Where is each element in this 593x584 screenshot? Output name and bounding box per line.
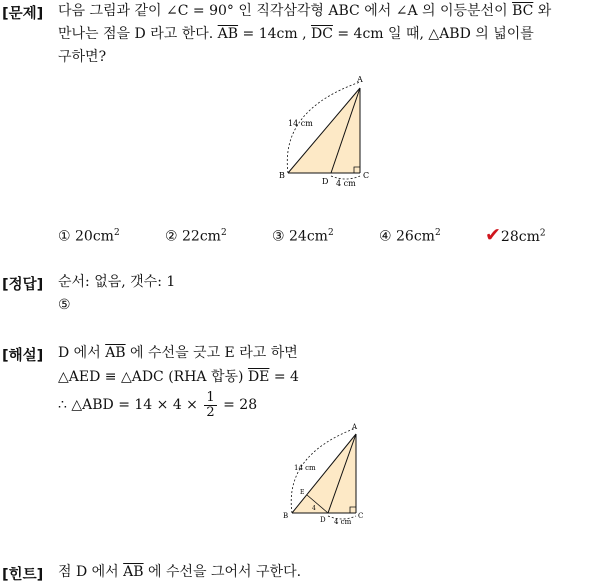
correct-check-icon: ✔ <box>485 224 501 246</box>
vertex-b: B <box>283 512 289 520</box>
hint-label: [힌트] <box>2 567 44 583</box>
problem-line-1: 다음 그림과 같이 ∠C = 90° 인 직각삼각형 ABC 에서 ∠A 의 이등분선이 $\overline{BC}$ 와 <box>58 3 552 19</box>
vertex-a: A <box>357 75 363 84</box>
solution-line-1: D 에서 $\overline{AB}$ 에 수선을 긋고 E 라고 하면 <box>58 345 298 361</box>
vertex-a: A <box>352 423 358 431</box>
solution-label: [해설] <box>2 348 44 364</box>
choice-1[interactable]: ① $20cm^2$ <box>58 228 120 245</box>
choice-3[interactable]: ③ $24cm^2$ <box>272 228 334 245</box>
choice-4[interactable]: ④ $26cm^2$ <box>379 228 441 245</box>
vertex-b: B <box>279 171 285 180</box>
answer-line-1: 순서: 없음, 갯수: 1 <box>58 274 176 290</box>
dc-length-label: 4 cm <box>336 179 356 188</box>
choice-5[interactable]: $✔28cm^2$ <box>485 224 546 246</box>
fraction-one-half: $\frac{1}{2}$ <box>206 389 215 420</box>
vertex-d: D <box>322 177 329 186</box>
ab-length-label: 14 cm <box>288 119 313 128</box>
solution-line-2: △AED ≡ △ADC (RHA 합동) $\overline{DE} = 4$ <box>58 369 299 385</box>
solution-line-3: ∴ △ABD = 14 × 4 × $\frac{1}{2}$ = 28 <box>58 389 258 420</box>
problem-line-2: 만나는 점을 D 라고 한다. $\overline{AB} = 14cm$ , $\overline{DC} = 4cm$ 일 때, △ABD 의 넓이를 <box>58 26 534 42</box>
de-length-label: 4 <box>312 505 316 512</box>
choice-2[interactable]: ② $22cm^2$ <box>165 228 227 245</box>
triangle-figure-1 <box>276 72 376 190</box>
vertex-e: E <box>300 489 305 496</box>
triangle-figure-2 <box>280 420 380 528</box>
problem-line-3: 구하면? <box>58 49 107 65</box>
vertex-c: C <box>363 171 370 180</box>
vertex-c: C <box>358 512 364 520</box>
answer-label: [정답] <box>2 277 44 293</box>
dc-length-label: 4 cm <box>334 518 352 526</box>
answer-line-2: ⑤ <box>58 297 71 313</box>
problem-label: [문제] <box>2 6 44 22</box>
ab-length-label: 14 cm <box>294 464 316 472</box>
vertex-d: D <box>320 516 326 524</box>
hint-line: 점 D 에서 $\overline{AB}$ 에 수선을 그어서 구한다. <box>58 564 302 580</box>
